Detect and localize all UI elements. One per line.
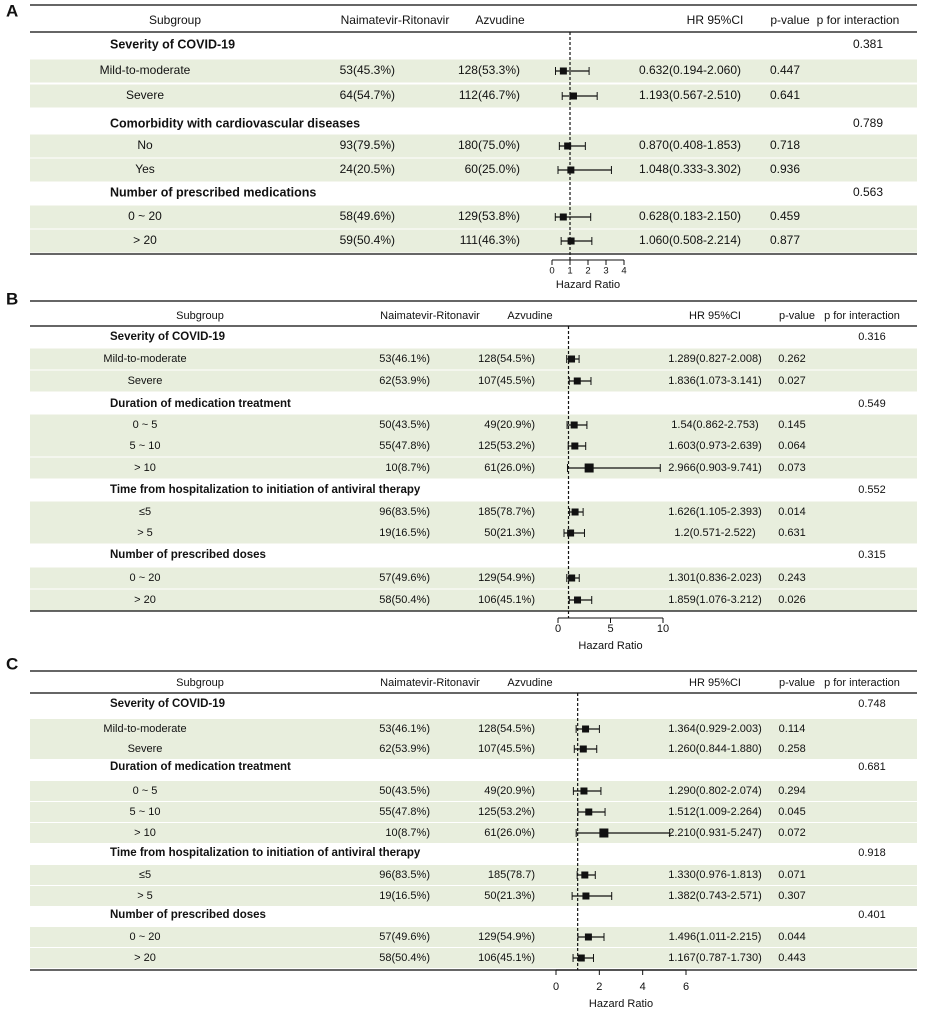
p-interaction-value: 0.918 xyxy=(858,846,886,859)
hr-ci-text: 1.290(0.802-2.074) xyxy=(668,784,762,797)
row-label: 5 ~ 10 xyxy=(129,805,161,818)
row-label: Yes xyxy=(135,162,155,177)
group-title: Time from hospitalization to initiation of antiviral therapy xyxy=(110,484,421,497)
row-label: > 5 xyxy=(137,526,153,539)
azvudine-count: 49(20.9%) xyxy=(484,784,535,797)
hr-ci-text: 1.603(0.973-2.639) xyxy=(668,439,762,452)
header-subgroup: Subgroup xyxy=(176,676,224,689)
row-label: > 10 xyxy=(134,461,156,474)
hr-ci-text: 1.54(0.862-2.753) xyxy=(671,418,759,431)
nr-count: 53(45.3%) xyxy=(339,63,395,78)
p-value: 0.443 xyxy=(778,951,806,964)
hr-ci-text: 1.626(1.105-2.393) xyxy=(668,505,762,518)
p-value: 0.307 xyxy=(778,889,806,902)
azvudine-count: 129(53.8%) xyxy=(457,209,520,224)
p-value: 0.459 xyxy=(769,209,801,224)
hr-point xyxy=(568,238,575,245)
p-interaction-value: 0.681 xyxy=(858,760,886,773)
p-value: 0.258 xyxy=(778,742,806,755)
hr-point xyxy=(560,68,567,75)
row-label: Mild-to-moderate xyxy=(103,722,187,735)
nr-count: 50(43.5%) xyxy=(379,784,430,797)
nr-count: 19(16.5%) xyxy=(379,889,430,902)
x-tick-label: 10 xyxy=(656,622,670,635)
hr-ci-text: 1.260(0.844-1.880) xyxy=(668,742,762,755)
azvudine-count: 129(54.9%) xyxy=(478,930,535,943)
group-title: Time from hospitalization to initiation of antiviral therapy xyxy=(110,847,421,860)
p-value: 0.044 xyxy=(778,930,806,943)
hr-point xyxy=(571,422,578,429)
row-label: 5 ~ 10 xyxy=(129,439,161,452)
row-label: ≤5 xyxy=(138,505,152,518)
nr-count: 50(43.5%) xyxy=(379,418,430,431)
p-interaction-value: 0.563 xyxy=(852,185,884,200)
azvudine-count: 60(25.0%) xyxy=(464,162,520,177)
hr-ci-text: 1.382(0.743-2.571) xyxy=(668,889,762,902)
hr-point xyxy=(568,575,575,582)
hr-point xyxy=(585,809,592,816)
header-p-interaction: p for interaction xyxy=(824,676,900,689)
hr-ci-text: 1.048(0.333-3.302) xyxy=(638,162,742,177)
p-value: 0.294 xyxy=(778,784,806,797)
nr-count: 53(46.1%) xyxy=(379,722,430,735)
nr-count: 53(46.1%) xyxy=(379,352,430,365)
hr-ci-text: 1.330(0.976-1.813) xyxy=(668,868,762,881)
azvudine-count: 106(45.1%) xyxy=(478,593,535,606)
hr-point xyxy=(567,167,574,174)
row-label: > 5 xyxy=(137,889,153,902)
azvudine-count: 50(21.3%) xyxy=(484,889,535,902)
forest-panel-c xyxy=(6,654,917,1009)
header-hr-ci: HR 95%CI xyxy=(689,309,741,322)
header-hr-ci: HR 95%CI xyxy=(686,13,744,28)
nr-count: 55(47.8%) xyxy=(379,439,430,452)
header-subgroup: Subgroup xyxy=(176,309,224,322)
header-p-value: p-value xyxy=(778,676,816,689)
hr-point xyxy=(567,530,574,537)
azvudine-count: 112(46.7%) xyxy=(458,88,520,103)
hr-ci-text: 1.2(0.571-2.522) xyxy=(674,526,756,539)
azvudine-count: 185(78.7%) xyxy=(478,505,535,518)
p-value: 0.631 xyxy=(778,526,806,539)
row-label: 0 ~ 20 xyxy=(129,930,161,943)
azvudine-count: 106(45.1%) xyxy=(478,951,535,964)
hr-ci-text: 0.632(0.194-2.060) xyxy=(638,63,742,78)
group-title: Severity of COVID-19 xyxy=(110,331,226,344)
azvudine-count: 107(45.5%) xyxy=(478,742,535,755)
header-p-interaction: p for interaction xyxy=(824,309,900,322)
x-axis-label: Hazard Ratio xyxy=(578,639,643,652)
azvudine-count: 129(54.9%) xyxy=(478,571,535,584)
row-label: 0 ~ 20 xyxy=(129,571,161,584)
p-value: 0.243 xyxy=(778,571,806,584)
row-label: 0 ~ 5 xyxy=(132,418,158,431)
x-tick-label: 0 xyxy=(554,622,562,635)
azvudine-count: 49(20.9%) xyxy=(484,418,535,431)
p-value: 0.073 xyxy=(778,461,806,474)
hr-point xyxy=(585,464,594,473)
hr-ci-text: 1.512(1.009-2.264) xyxy=(668,805,762,818)
header-nr: Naimatevir-Ritonavir xyxy=(380,309,480,322)
azvudine-count: 128(53.3%) xyxy=(457,63,520,78)
hr-ci-text: 1.060(0.508-2.214) xyxy=(638,233,742,248)
group-title: Comorbidity with cardiovascular diseases xyxy=(110,116,361,131)
header-subgroup: Subgroup xyxy=(148,13,202,28)
p-value: 0.072 xyxy=(778,826,806,839)
nr-count: 64(54.7%) xyxy=(339,88,395,103)
nr-count: 58(49.6%) xyxy=(339,209,395,224)
hr-ci-text: 1.289(0.827-2.008) xyxy=(668,352,762,365)
hr-point xyxy=(580,788,587,795)
x-tick-label: 4 xyxy=(621,265,627,277)
p-interaction-value: 0.549 xyxy=(858,397,886,410)
hr-point xyxy=(580,746,587,753)
nr-count: 10(8.7%) xyxy=(385,826,430,839)
p-interaction-value: 0.316 xyxy=(858,330,886,343)
p-value: 0.262 xyxy=(778,352,806,365)
row-label: > 20 xyxy=(133,233,157,248)
hr-point xyxy=(560,214,567,221)
nr-count: 59(50.4%) xyxy=(339,233,395,248)
hr-point xyxy=(568,356,575,363)
row-label: Severe xyxy=(127,374,163,387)
group-title: Severity of COVID-19 xyxy=(110,37,236,52)
hr-point xyxy=(599,829,608,838)
nr-count: 19(16.5%) xyxy=(379,526,430,539)
row-label: > 20 xyxy=(134,951,156,964)
nr-count: 55(47.8%) xyxy=(379,805,430,818)
hr-point xyxy=(578,955,585,962)
x-tick-label: 0 xyxy=(552,980,560,993)
header-nr: Naimatevir-Ritonavir xyxy=(380,676,480,689)
azvudine-count: 128(54.5%) xyxy=(478,352,535,365)
azvudine-count: 180(75.0%) xyxy=(457,138,520,153)
hr-point xyxy=(582,726,589,733)
p-interaction-value: 0.381 xyxy=(852,37,884,52)
hr-ci-text: 2.210(0.931-5.247) xyxy=(668,826,762,839)
p-value: 0.014 xyxy=(778,505,806,518)
azvudine-count: 185(78.7) xyxy=(487,868,535,881)
hr-ci-text: 2.966(0.903-9.741) xyxy=(668,461,762,474)
hr-ci-text: 1.364(0.929-2.003) xyxy=(668,722,762,735)
panel-label: C xyxy=(6,654,19,674)
nr-count: 62(53.9%) xyxy=(379,742,430,755)
hr-point xyxy=(574,378,581,385)
header-nr: Naimatevir-Ritonavir xyxy=(340,13,450,28)
row-label: 0 ~ 5 xyxy=(132,784,158,797)
group-title: Number of prescribed doses xyxy=(110,549,266,562)
azvudine-count: 125(53.2%) xyxy=(478,805,535,818)
azvudine-count: 128(54.5%) xyxy=(478,722,535,735)
azvudine-count: 125(53.2%) xyxy=(478,439,535,452)
x-tick-label: 0 xyxy=(549,265,555,277)
hr-ci-text: 0.628(0.183-2.150) xyxy=(638,209,742,224)
x-tick-label: 5 xyxy=(607,622,614,635)
x-tick-label: 3 xyxy=(603,265,609,277)
p-value: 0.026 xyxy=(778,593,806,606)
row-label: 0 ~ 20 xyxy=(128,209,162,224)
row-label: > 10 xyxy=(134,826,156,839)
p-value: 0.027 xyxy=(778,374,806,387)
hr-point xyxy=(571,443,578,450)
p-value: 0.114 xyxy=(778,722,806,735)
hr-point xyxy=(564,143,571,150)
p-value: 0.718 xyxy=(769,138,801,153)
nr-count: 62(53.9%) xyxy=(379,374,430,387)
row-label: Mild-to-moderate xyxy=(103,352,187,365)
forest-panel-b xyxy=(6,289,917,651)
hr-ci-text: 1.301(0.836-2.023) xyxy=(668,571,762,584)
x-tick-label: 2 xyxy=(585,265,591,277)
nr-count: 93(79.5%) xyxy=(339,138,395,153)
nr-count: 58(50.4%) xyxy=(379,593,430,606)
header-hr-ci: HR 95%CI xyxy=(689,676,741,689)
p-value: 0.045 xyxy=(778,805,806,818)
p-value: 0.145 xyxy=(778,418,806,431)
forest-panel-a xyxy=(6,1,917,290)
hr-point xyxy=(570,93,577,100)
nr-count: 96(83.5%) xyxy=(379,868,430,881)
hr-ci-text: 1.496(1.011-2.215) xyxy=(668,930,762,943)
azvudine-count: 111(46.3%) xyxy=(459,233,520,248)
hr-ci-text: 0.870(0.408-1.853) xyxy=(638,138,742,153)
x-axis-label: Hazard Ratio xyxy=(555,278,621,291)
p-interaction-value: 0.748 xyxy=(858,697,886,710)
nr-count: 24(20.5%) xyxy=(339,162,395,177)
row-label: Mild-to-moderate xyxy=(99,63,191,78)
p-value: 0.641 xyxy=(769,88,801,103)
hr-ci-text: 1.859(1.076-3.212) xyxy=(668,593,762,606)
hr-ci-text: 1.167(0.787-1.730) xyxy=(668,951,762,964)
row-label: ≤5 xyxy=(138,868,152,881)
hr-point xyxy=(581,872,588,879)
row-label: Severe xyxy=(127,742,163,755)
panel-label: A xyxy=(6,1,19,21)
header-p-value: p-value xyxy=(778,309,816,322)
azvudine-count: 61(26.0%) xyxy=(484,461,535,474)
p-value: 0.071 xyxy=(778,868,806,881)
row-label: > 20 xyxy=(134,593,156,606)
p-value: 0.936 xyxy=(769,162,801,177)
group-title: Duration of medication treatment xyxy=(110,761,291,774)
hr-point xyxy=(574,597,581,604)
group-title: Number of prescribed medications xyxy=(110,185,317,200)
nr-count: 57(49.6%) xyxy=(379,571,430,584)
group-title: Duration of medication treatment xyxy=(110,398,291,411)
azvudine-count: 61(26.0%) xyxy=(484,826,535,839)
hr-ci-text: 1.836(1.073-3.141) xyxy=(668,374,762,387)
x-tick-label: 2 xyxy=(596,980,603,993)
hr-point xyxy=(582,893,589,900)
group-title: Severity of COVID-19 xyxy=(110,698,226,711)
header-p-value: p-value xyxy=(770,13,810,28)
nr-count: 58(50.4%) xyxy=(379,951,430,964)
header-azvudine: Azvudine xyxy=(507,676,553,689)
header-azvudine: Azvudine xyxy=(507,309,553,322)
nr-count: 10(8.7%) xyxy=(385,461,430,474)
header-azvudine: Azvudine xyxy=(475,13,525,28)
x-tick-label: 1 xyxy=(567,265,573,277)
panel-label: B xyxy=(6,289,19,309)
header-p-interaction: p for interaction xyxy=(816,13,900,28)
p-value: 0.447 xyxy=(769,63,801,78)
nr-count: 57(49.6%) xyxy=(379,930,430,943)
x-axis-label: Hazard Ratio xyxy=(588,997,654,1010)
p-interaction-value: 0.789 xyxy=(852,116,884,131)
row-label: Severe xyxy=(125,88,165,103)
hr-point xyxy=(585,934,592,941)
azvudine-count: 107(45.5%) xyxy=(478,374,535,387)
p-value: 0.064 xyxy=(778,439,806,452)
azvudine-count: 50(21.3%) xyxy=(484,526,535,539)
row-label: No xyxy=(137,138,153,153)
x-tick-label: 4 xyxy=(639,980,646,993)
p-interaction-value: 0.315 xyxy=(858,548,886,561)
hr-point xyxy=(572,509,579,516)
x-tick-label: 6 xyxy=(682,980,690,993)
group-title: Number of prescribed doses xyxy=(110,909,266,922)
p-interaction-value: 0.401 xyxy=(858,908,886,921)
p-value: 0.877 xyxy=(769,233,801,248)
hr-ci-text: 1.193(0.567-2.510) xyxy=(638,88,742,103)
nr-count: 96(83.5%) xyxy=(379,505,430,518)
p-interaction-value: 0.552 xyxy=(858,483,886,496)
